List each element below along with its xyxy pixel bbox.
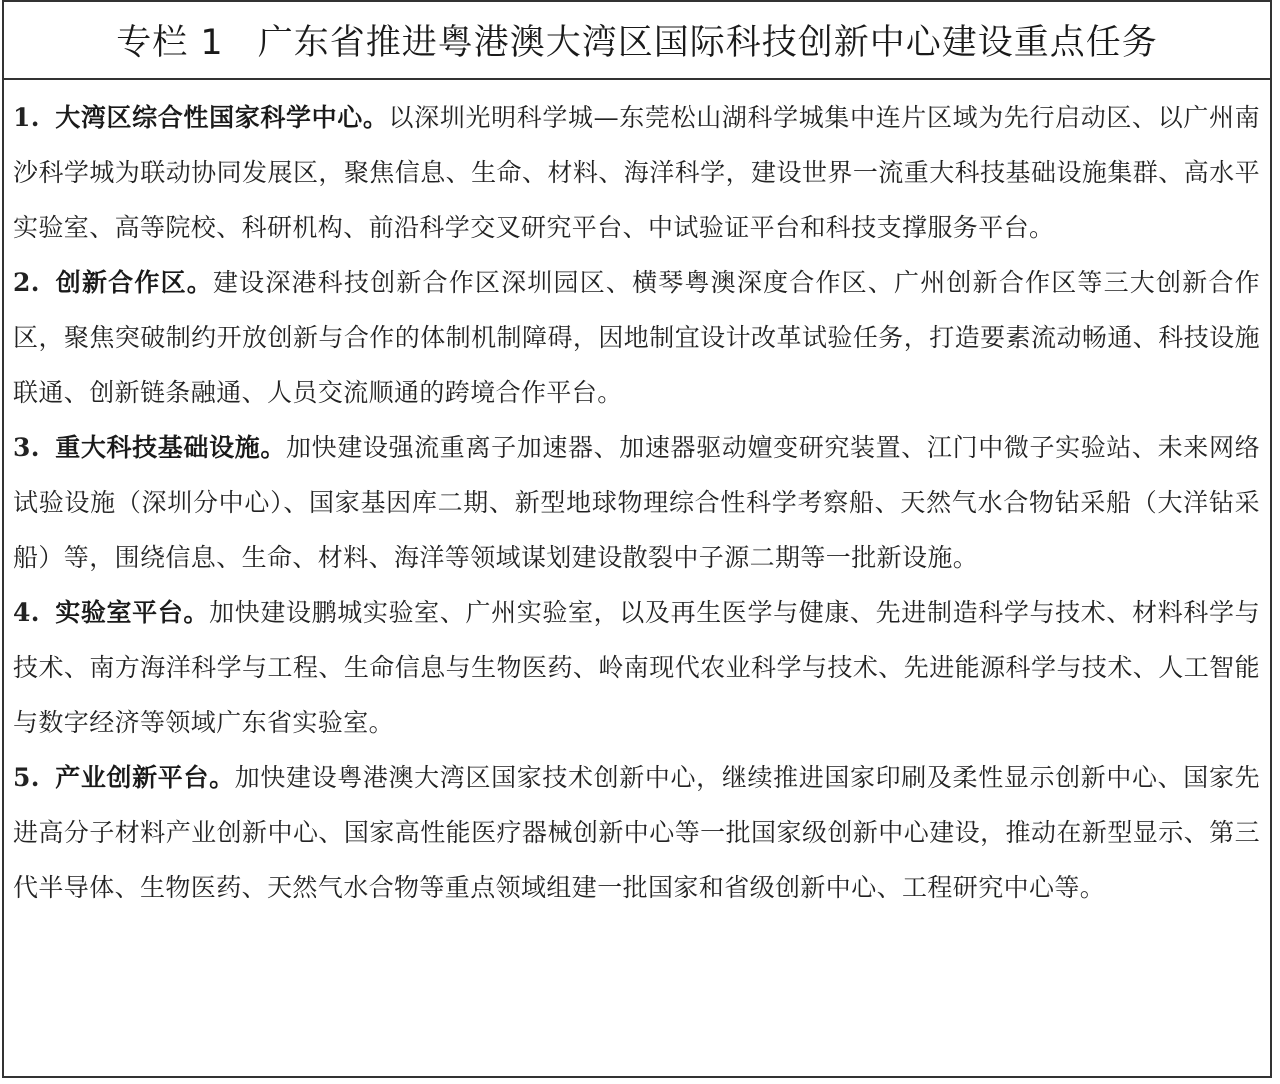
column-label: 专栏 1 bbox=[116, 23, 224, 63]
column-title: 广东省推进粤港澳大湾区国际科技创新中心建设重点任务 bbox=[257, 23, 1158, 63]
task-number: 3. bbox=[13, 433, 40, 462]
task-heading: 产业创新平台。 bbox=[55, 763, 235, 792]
task-heading: 实验室平台。 bbox=[55, 598, 210, 627]
task-body: 加快建设强流重离子加速器、加速器驱动嬗变研究装置、江门中微子实验站、未来网络试验设施（深圳分中心）、国家基因库二期、新型地球物理综合性科学考察船、天然气水合物钻采船（大洋钻采船）等，围绕信息、生命、材料、海洋等领域谋划建设散裂中子源二期等一批新设施。 bbox=[13, 433, 1260, 572]
task-number: 1. bbox=[13, 103, 40, 132]
column-box bbox=[2, 0, 1272, 1078]
column-title-bar bbox=[4, 2, 1270, 80]
task-heading: 重大科技基础设施。 bbox=[55, 433, 286, 462]
task-body: 以深圳光明科学城—东莞松山湖科学城集中连片区域为先行启动区、以广州南沙科学城为联动协同发展区，聚焦信息、生命、材料、海洋科学，建设世界一流重大科技基础设施集群、高水平实验室、高等院校、科研机构、前沿科学交叉研究平台、中试验证平台和科技支撑服务平台。 bbox=[13, 103, 1261, 242]
task-heading: 创新合作区。 bbox=[55, 268, 213, 297]
task-list bbox=[4, 90, 1270, 915]
task-body: 加快建设鹏城实验室、广州实验室，以及再生医学与健康、先进制造科学与技术、材料科学与技术、南方海洋科学与工程、生命信息与生物医药、岭南现代农业科学与技术、先进能源科学与技术、人工智能与数字经济等领域广东省实验室。 bbox=[13, 598, 1261, 737]
task-body: 建设深港科技创新合作区深圳园区、横琴粤澳深度合作区、广州创新合作区等三大创新合作区，聚焦突破制约开放创新与合作的体制机制障碍，因地制宜设计改革试验任务，打造要素流动畅通、科技设施联通、创新链条融通、人员交流顺通的跨境合作平台。 bbox=[13, 268, 1260, 407]
task-item-4 bbox=[13, 585, 1260, 750]
task-body: 加快建设粤港澳大湾区国家技术创新中心，继续推进国家印刷及柔性显示创新中心、国家先进高分子材料产业创新中心、国家高性能医疗器械创新中心等一批国家级创新中心建设，推动在新型显示、第三代半导体、生物医药、天然气水合物等重点领域组建一批国家和省级创新中心、工程研究中心等。 bbox=[13, 763, 1260, 902]
task-item-1 bbox=[13, 90, 1260, 255]
task-number: 4. bbox=[13, 598, 40, 627]
task-number: 2. bbox=[13, 268, 40, 297]
task-heading: 大湾区综合性国家科学中心。 bbox=[55, 103, 389, 132]
task-number: 5. bbox=[13, 763, 40, 792]
task-item-5 bbox=[13, 750, 1260, 915]
task-item-2 bbox=[13, 255, 1260, 420]
task-item-3 bbox=[13, 420, 1260, 585]
